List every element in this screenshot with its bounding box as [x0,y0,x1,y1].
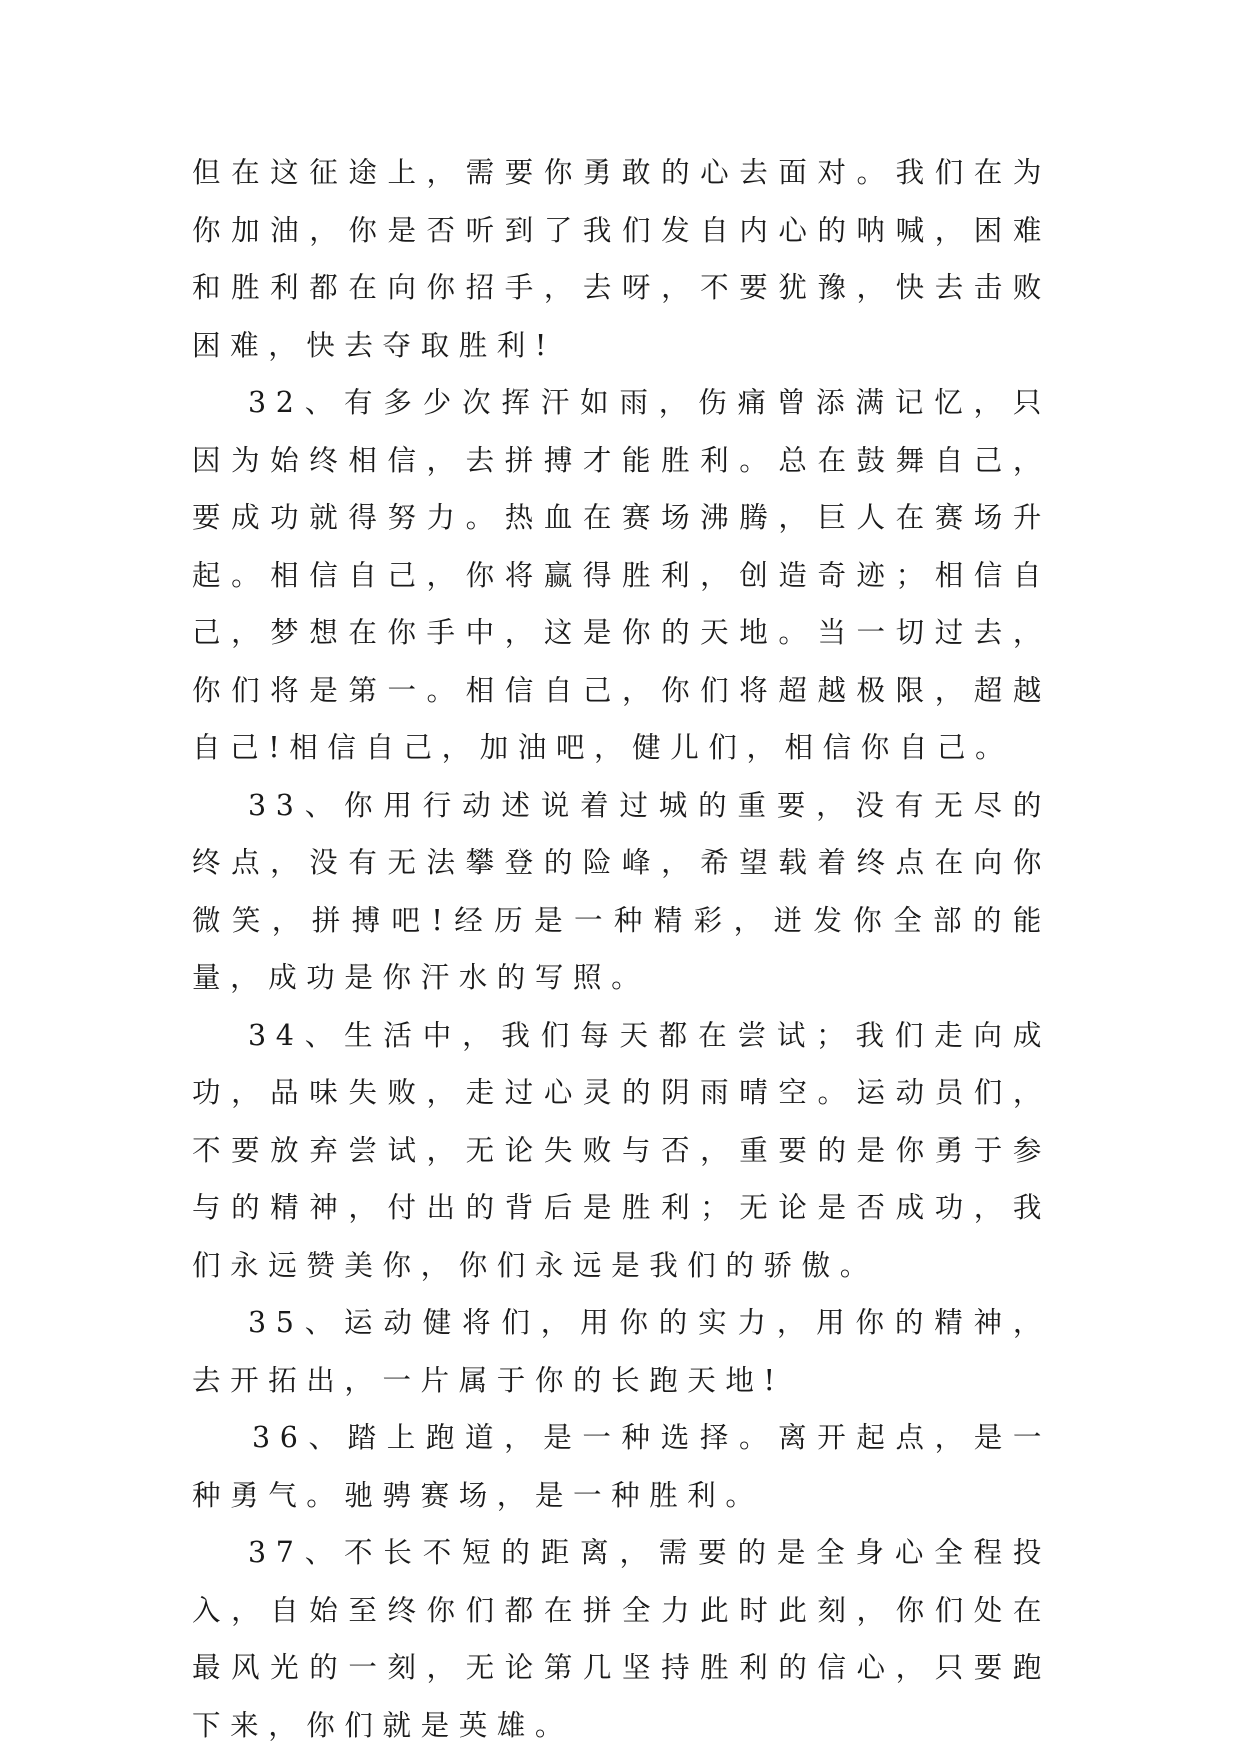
paragraph-34: 34、生活中，我们每天都在尝试；我们走向成功，品味失败，走过心灵的阴雨晴空。运动员们，不要放弃尝试，无论失败与否，重要的是你勇于参与的精神，付出的背后是胜利；无论是否成功，我们永远赞美你，你们永远是我们的骄傲。 [192,1018,1051,1282]
paragraph-35: 35、运动健将们，用你的实力，用你的精神，去开拓出，一片属于你的长跑天地! [192,1306,1051,1397]
paragraph-32: 32、有多少次挥汗如雨，伤痛曾添满记忆，只因为始终相信，去拼搏才能胜利。总在鼓舞自己，要成功就得努力。热血在赛场沸腾，巨人在赛场升起。相信自己，你将赢得胜利，创造奇迹；相信自己，梦想在你手中，这是你的天地。当一切过去，你们将是第一。相信自己，你们将超越极限，超越自己!相信自己，加油吧，健儿们，相信你自己。 [192,386,1051,764]
paragraph-33: 33、你用行动述说着过城的重要，没有无尽的终点，没有无法攀登的险峰，希望载着终点在向你微笑，拼搏吧!经历是一种精彩，迸发你全部的能量，成功是你汗水的写照。 [192,788,1051,994]
paragraph-continuation: 但在这征途上，需要你勇敢的心去面对。我们在为你加油，你是否听到了我们发自内心的呐喊，困难和胜利都在向你招手，去呀，不要犹豫，快去击败困难，快去夺取胜利! [192,156,1051,362]
paragraph-36: 36、踏上跑道，是一种选择。离开起点，是一种勇气。驰骋赛场，是一种胜利。 [192,1421,1051,1512]
paragraph-37: 37、不长不短的距离，需要的是全身心全程投入，自始至终你们都在拼全力此时此刻，你们处在最风光的一刻，无论第几坚持胜利的信心，只要跑下来，你们就是英雄。 [192,1536,1051,1742]
